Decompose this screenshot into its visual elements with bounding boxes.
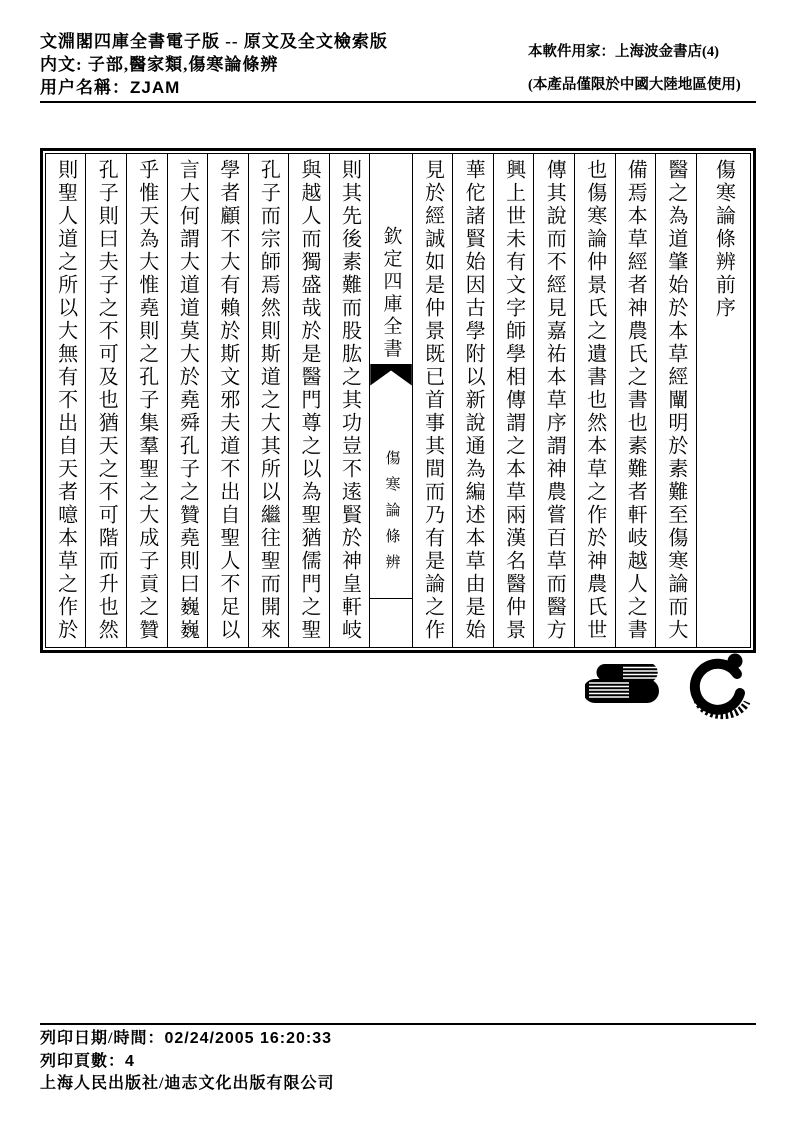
restriction-line: (本產品僅限於中國大陸地區使用)	[528, 77, 741, 93]
brush-circle-logo-icon	[685, 652, 755, 720]
print-pages-line	[40, 1051, 334, 1074]
column-text: 興上世未有文字師學相傳謂之本草兩漢名醫仲景	[502, 159, 525, 642]
publisher-line: 上海人民出版社/迪志文化出版有限公司	[40, 1075, 335, 1092]
text-column	[412, 154, 453, 647]
print-pages-value: 4	[125, 1052, 135, 1070]
user-line	[40, 76, 388, 99]
text-column	[288, 154, 329, 647]
column-text: 學者顧不大有賴於斯文邪夫道不出自聖人不足以	[216, 159, 239, 642]
text-column	[533, 154, 574, 647]
stacked-books-logo-icon	[585, 663, 671, 705]
text-column	[329, 154, 370, 647]
column-text: 華佗諸賢始因古學附以新說通為編述本草由是始	[462, 159, 485, 642]
column-text: 則聖人道之所以大無有不出自天者噫本草之作於	[54, 159, 77, 642]
column-text: 也傷寒論仲景氏之遺書也然本草之作於神農氏世	[583, 159, 606, 642]
header-left	[40, 30, 388, 99]
text-column	[493, 154, 534, 647]
print-pages-label: 列印頁數：	[40, 1052, 126, 1070]
text-column	[574, 154, 615, 647]
text-column	[207, 154, 248, 647]
siku-header: 欽定四庫全書	[380, 225, 402, 361]
column-text: 孔子則曰夫子之不可及也猶天之不可階而升也然	[95, 159, 118, 642]
licensee-line: 本軟件用家：上海波金書店(4)	[528, 44, 719, 60]
print-date-value: 02/24/2005 16:20:33	[164, 1030, 333, 1047]
book-page-frame	[40, 148, 756, 653]
text-column	[46, 154, 86, 647]
text-column	[615, 154, 656, 647]
column-text: 醫之為道肇始於本草經闡明於素難至傷寒論而大	[664, 159, 687, 642]
column-text: 見於經誠如是仲景既已首事其間而乃有是論之作	[421, 159, 444, 642]
center-column	[369, 154, 412, 647]
text-column	[167, 154, 208, 647]
footer	[40, 1028, 334, 1096]
user-name-value: ZJAM	[130, 78, 181, 97]
text-column	[248, 154, 289, 647]
text-column	[655, 154, 696, 647]
column-text: 言大何謂大道道莫大於堯舜孔子之贊堯則曰巍巍	[176, 159, 199, 642]
book-page	[45, 153, 751, 648]
content-breadcrumb: 内文: 子部,醫家類,傷寒論條辨	[40, 55, 279, 74]
column-text: 則其先後素難而股肱之其功豈不逺賢於神皇軒岐	[338, 159, 361, 642]
preface-title-column	[696, 154, 750, 647]
preface-title: 傷寒論條辨前序	[712, 159, 735, 320]
book-title: 傷寒論條辨	[383, 449, 400, 580]
text-column	[452, 154, 493, 647]
header-divider	[40, 101, 756, 103]
center-divider	[370, 598, 412, 599]
print-date-label: 列印日期/時間：	[40, 1030, 165, 1047]
column-text: 備焉本草經者神農氏之書也素難者軒岐越人之書	[624, 159, 647, 642]
print-date-line	[40, 1028, 334, 1051]
footer-divider	[40, 1023, 756, 1025]
column-text: 孔子而宗師焉然則斯道之大其所以繼往聖而開來	[257, 159, 280, 642]
user-label: 用户名稱：	[40, 78, 130, 97]
text-column	[126, 154, 167, 647]
publisher-logos	[585, 652, 757, 722]
column-text: 傳其說而不經見嘉祐本草序謂神農嘗百草而醫方	[543, 159, 566, 642]
app-title: 文淵閣四庫全書電子版 -- 原文及全文檢索版	[40, 32, 388, 51]
text-column	[85, 154, 126, 647]
column-text: 與越人而獨盛哉於是醫門尊之以為聖猶儒門之聖	[297, 159, 320, 642]
column-text: 乎惟天為大惟堯則之孔子集羣聖之大成子貢之贊	[135, 159, 158, 642]
header-right	[528, 36, 763, 102]
fishtail-mark-icon	[370, 364, 412, 386]
